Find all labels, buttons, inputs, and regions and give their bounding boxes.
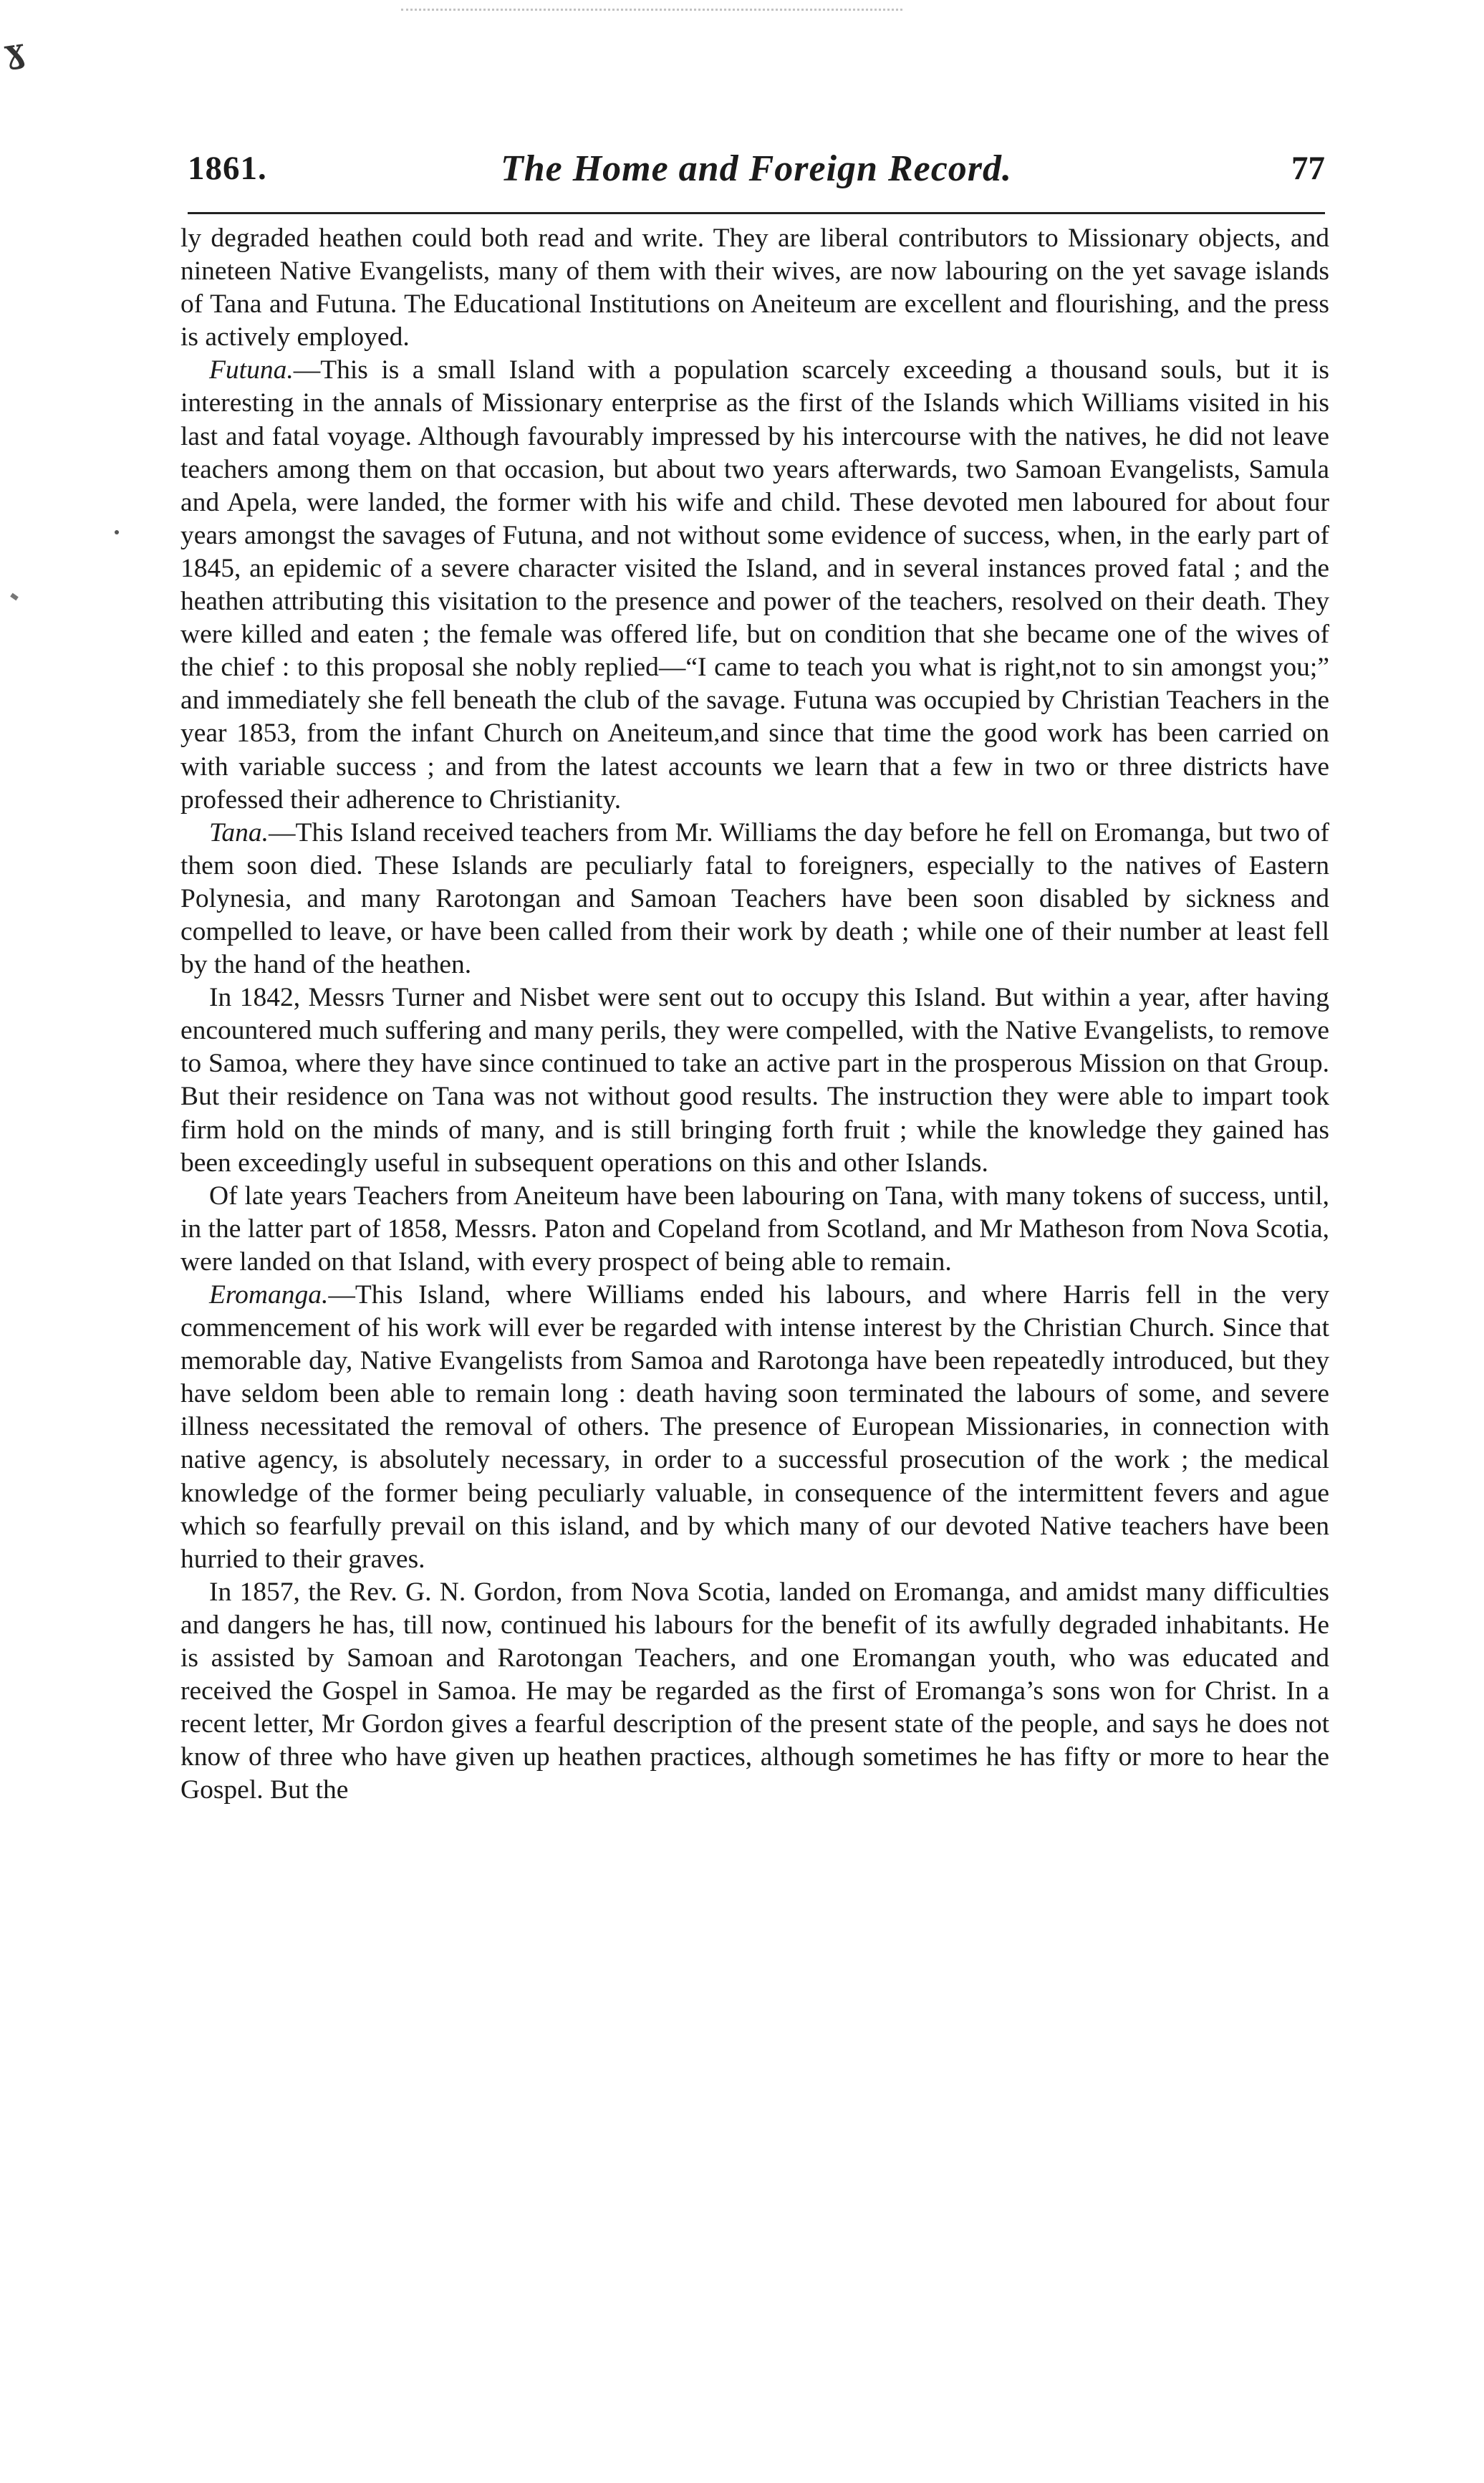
margin-speck-2 xyxy=(10,593,19,601)
paragraph-late-years xyxy=(180,1180,1329,1279)
paragraph-lead: Tana. xyxy=(209,817,269,847)
paragraph-tana xyxy=(180,817,1329,981)
article-body xyxy=(180,222,1329,1807)
header-year: 1861. xyxy=(188,150,267,187)
journal-title: The Home and Foreign Record. xyxy=(500,148,1013,189)
paragraph-eromanga xyxy=(180,1279,1329,1576)
paragraph-text: ly degraded heathen could both read and write. They are liberal contributors to Missionary objects, and nineteen Native Evangelists, many of them with their wives, are now labouring on the yet savage islands of Tana and Futuna. The Educational Institutions on Aneiteum are excellent and flourishing, and the press is actively employed. xyxy=(180,224,1329,352)
running-header xyxy=(188,149,1325,206)
paragraph-text: In 1842, Messrs Turner and Nisbet were sent out to occupy this Island. But within a year, after having encountered much suffering and many perils, they were compelled, with the Native Evangelists, to remove to Samoa, where they have since continued to take an active part in the prosperous Mission on that Group. But their residence on Tana was not without good results. The instruction they were able to impart took firm hold on the minds of many, and is still bringing forth fruit ; while the knowledge they gained has been exceedingly useful in subsequent operations on this and other Islands. xyxy=(180,983,1329,1178)
margin-speck xyxy=(115,530,119,534)
paragraph-lead: Eromanga. xyxy=(209,1280,329,1310)
paragraph-1857 xyxy=(180,1576,1329,1807)
paragraph-text: —This Island received teachers from Mr. Williams the day before he fell on Eromanga, but two of them soon died. These Islands are peculiarly fatal to foreigners, especially to the natives of Eastern Polynesia, and many Rarotongan and Samoan Teachers have been soon disabled by sickness and compelled to leave, or have been called from their work by death ; while one of their number at least fell by the hand of the heathen. xyxy=(180,817,1329,980)
paragraph-text: Of late years Teachers from Aneiteum have been labouring on Tana, with many tokens of success, until, in the latter part of 1858, Messrs. Paton and Copeland from Scotland, and Mr Matheson from Nova Scotia, were landed on that Island, with every prospect of being able to remain. xyxy=(180,1181,1329,1277)
paragraph-futuna xyxy=(180,354,1329,816)
paragraph-continuation xyxy=(180,222,1329,354)
paragraph-text: —This is a small Island with a population scarcely exceeding a thousand souls, but it is interesting in the annals of Missionary enterprise as the first of the Islands which Williams visited in his last and fatal voyage. Although favourably impressed by his intercourse with the natives, he did not leave teachers among them on that occasion, but about two years afterwards, two Samoan Evangelists, Samula and Apela, were landed, the former with his wife and child. These devoted men laboured for about four years amongst the savages of Futuna, and not without some evidence of success, when, in the early part of 1845, an epidemic of a severe character visited the Island, and in several instances proved fatal ; and the heathen attributing this visitation to the presence and power of the teachers, resolved on their death. They were killed and eaten ; the female was offered life, but on condition that she became one of the wives of the chief : to this proposal she nobly replied—“I came to teach you what is right,not to sin amongst you;” and immediately she fell beneath the club of the savage. Futuna was occupied by Christian Teachers in the year 1853, from the infant Church on Aneiteum,and since that time the good work has been carried on with variable success ; and from the latest accounts we learn that a few in two or three districts have professed their adherence to Christianity. xyxy=(180,355,1329,815)
margin-mark: ɣ xyxy=(1,30,27,72)
scan-specks xyxy=(401,9,902,21)
paragraph-text: In 1857, the Rev. G. N. Gordon, from Nova Scotia, landed on Eromanga, and amidst many difficulties and dangers he has, till now, continued his labours for the benefit of its awfully degraded inhabitants. He is assisted by Samoan and Rarotongan Teachers, and one Eromangan youth, who was educated and received the Gospel in Samoa. He may be regarded as the first of Eromanga’s sons won for Christ. In a recent letter, Mr Gordon gives a fearful description of the present state of the people, and says he does not know of three who have given up heathen practices, although sometimes he has fifty or more to hear the Gospel. But the xyxy=(180,1577,1329,1805)
paragraph-text: —This Island, where Williams ended his labours, and where Harris fell in the very commencement of his work will ever be regarded with intense interest by the Christian Church. Since that memorable day, Native Evangelists from Samoa and Rarotonga have been repeatedly introduced, but they have seldom been able to remain long : death having soon terminated the labours of some, and severe illness necessitated the removal of others. The presence of European Missionaries, in connection with native agency, is absolutely necessary, in order to a successful prosecution of the work ; the medical knowledge of the former being peculiarly valuable, in consequence of the intermittent fevers and ague which so fearfully prevail on this island, and by which many of our devoted Native teachers have been hurried to their graves. xyxy=(180,1280,1329,1574)
paragraph-1842 xyxy=(180,981,1329,1180)
header-rule xyxy=(188,212,1325,214)
page-number: 77 xyxy=(1291,150,1325,187)
paragraph-lead: Futuna. xyxy=(209,355,294,385)
